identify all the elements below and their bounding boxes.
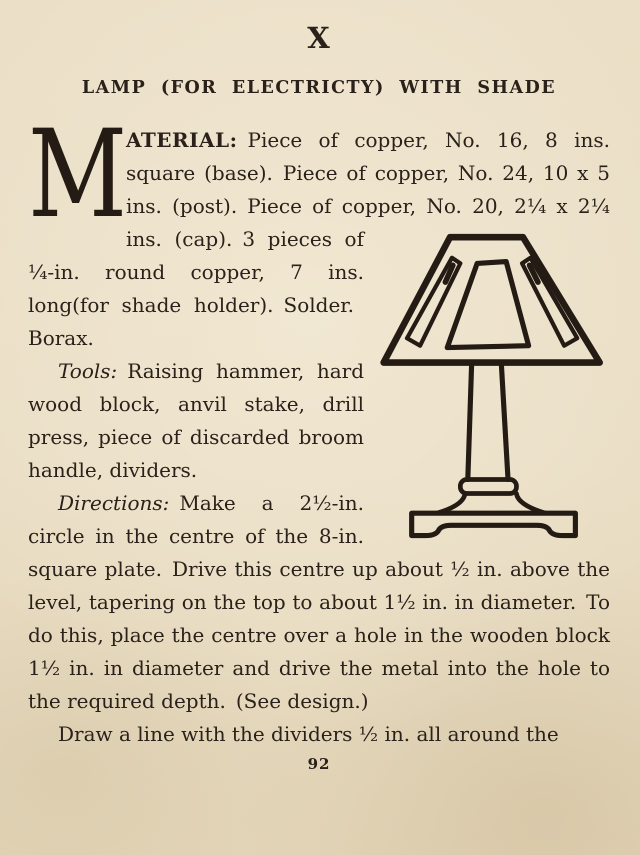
drop-cap-letter: M: [28, 103, 128, 245]
page-title: LAMP (FOR ELECTRICTY) WITH SHADE: [81, 78, 557, 98]
material-text-1: Piece of copper, No. 16, 8 ins. square (base). Piece of copper, No. 24, 10 x 5 ins. (post). Piece of copper, No. 20,: [126, 127, 610, 218]
body-text: [28, 103, 610, 751]
closing-text: Draw a line with the dividers ½ in. all around the: [58, 721, 559, 746]
directions-text: Make a 2½-in. circle in the centre of the 8-in. square plate. Drive this centre up about ½ in. above the level, tapering on the top to about 1½ in. in diameter. To do this, place the centre over a hole in the wooden block 1½ in. in diameter and drive the metal into the hole to the required depth. (See design.): [28, 490, 610, 713]
tools-label: Tools:: [58, 358, 118, 383]
chapter-number: X: [307, 21, 331, 55]
material-text-2: 2¼ x 2¼ ins. (cap). 3 pieces of ¼-in. round copper, 7 ins. long(for shade holder). Solder. Borax.: [28, 193, 610, 350]
page-number: 92: [307, 754, 331, 773]
lamp-illustration: [378, 225, 610, 545]
tools-text: Raising hammer, hard wood block, anvil stake, drill press, piece of discarded broom handle, dividers.: [28, 358, 364, 482]
directions-label: Directions:: [58, 490, 170, 515]
material-label: ATERIAL:: [126, 127, 238, 152]
lamp-line-drawing-svg: [378, 225, 610, 545]
closing-paragraph: [28, 718, 610, 751]
material-paragraph: [28, 103, 610, 355]
